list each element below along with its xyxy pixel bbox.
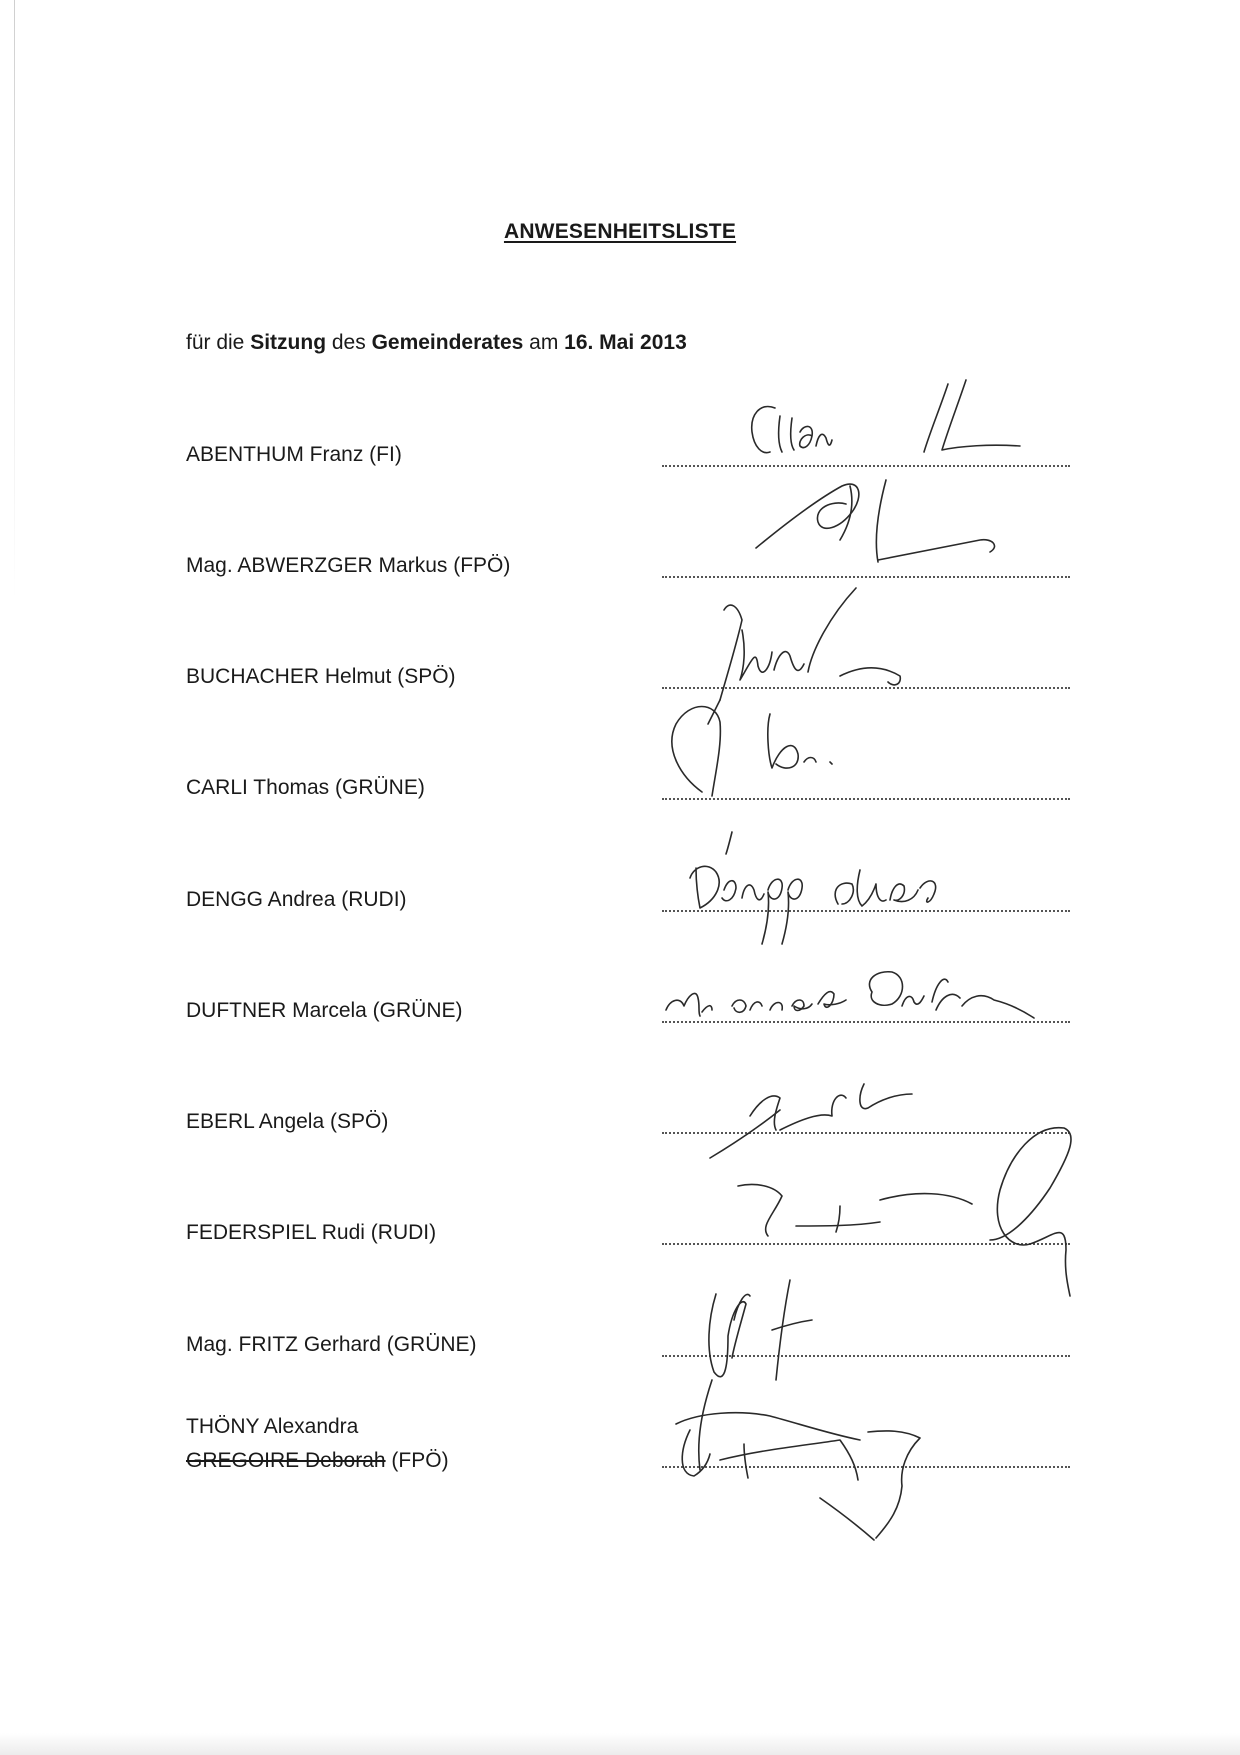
signature-line [662, 1132, 1070, 1134]
signature-federspiel [738, 1128, 1071, 1296]
signature-thoeny [676, 1413, 920, 1540]
meeting-info [186, 331, 687, 355]
signature-duftner [666, 972, 1034, 1018]
document-title-text: ANWESENHEITSLISTE [503, 220, 737, 243]
signature-eberl [710, 1084, 912, 1158]
signature-fritz [699, 1280, 812, 1470]
attendee-name: Mag. FRITZ Gerhard (GRÜNE) [186, 1333, 477, 1356]
scan-edge-bottom [0, 1733, 1240, 1755]
substitute-party: (FPÖ) [385, 1449, 449, 1472]
signature-line [662, 798, 1070, 800]
signature-dengg [690, 832, 936, 944]
attendee-name: EBERL Angela (SPÖ) [186, 1110, 389, 1133]
attendee-name: DENGG Andrea (RUDI) [186, 888, 407, 911]
struck-name: GREGOIRE Deborah [186, 1449, 386, 1472]
document-title [0, 220, 1240, 244]
attendee-name: ABENTHUM Franz (FI) [186, 443, 402, 466]
signature-line [662, 576, 1070, 578]
signature-line [662, 1355, 1070, 1357]
signature-line [662, 687, 1070, 689]
substitute-name: THÖNY Alexandra [186, 1415, 359, 1438]
meeting-body: Gemeinderates [371, 331, 524, 354]
signature-carli [672, 707, 832, 797]
signature-abenthum [752, 380, 1020, 453]
signature-line [662, 1021, 1070, 1023]
attendee-name: FEDERSPIEL Rudi (RUDI) [186, 1221, 437, 1244]
signature-abwerzger [756, 480, 995, 562]
meeting-date: 16. Mai 2013 [564, 331, 687, 354]
scan-edge-left [14, 0, 15, 600]
signature-line [662, 1243, 1070, 1245]
meeting-mid: des [326, 331, 372, 354]
meeting-word-sitzung: Sitzung [250, 331, 327, 354]
signature-line [662, 1466, 1070, 1468]
attendee-name: DUFTNER Marcela (GRÜNE) [186, 999, 463, 1022]
attendee-name: Mag. ABWERZGER Markus (FPÖ) [186, 554, 511, 577]
meeting-prefix: für die [186, 331, 251, 354]
meeting-am: am [523, 331, 565, 354]
signature-buchacher [708, 588, 900, 724]
signature-line [662, 465, 1070, 467]
signature-line [662, 910, 1070, 912]
attendee-name: CARLI Thomas (GRÜNE) [186, 776, 425, 799]
replaced-attendee-line [186, 1444, 449, 1478]
attendee-name: BUCHACHER Helmut (SPÖ) [186, 665, 456, 688]
